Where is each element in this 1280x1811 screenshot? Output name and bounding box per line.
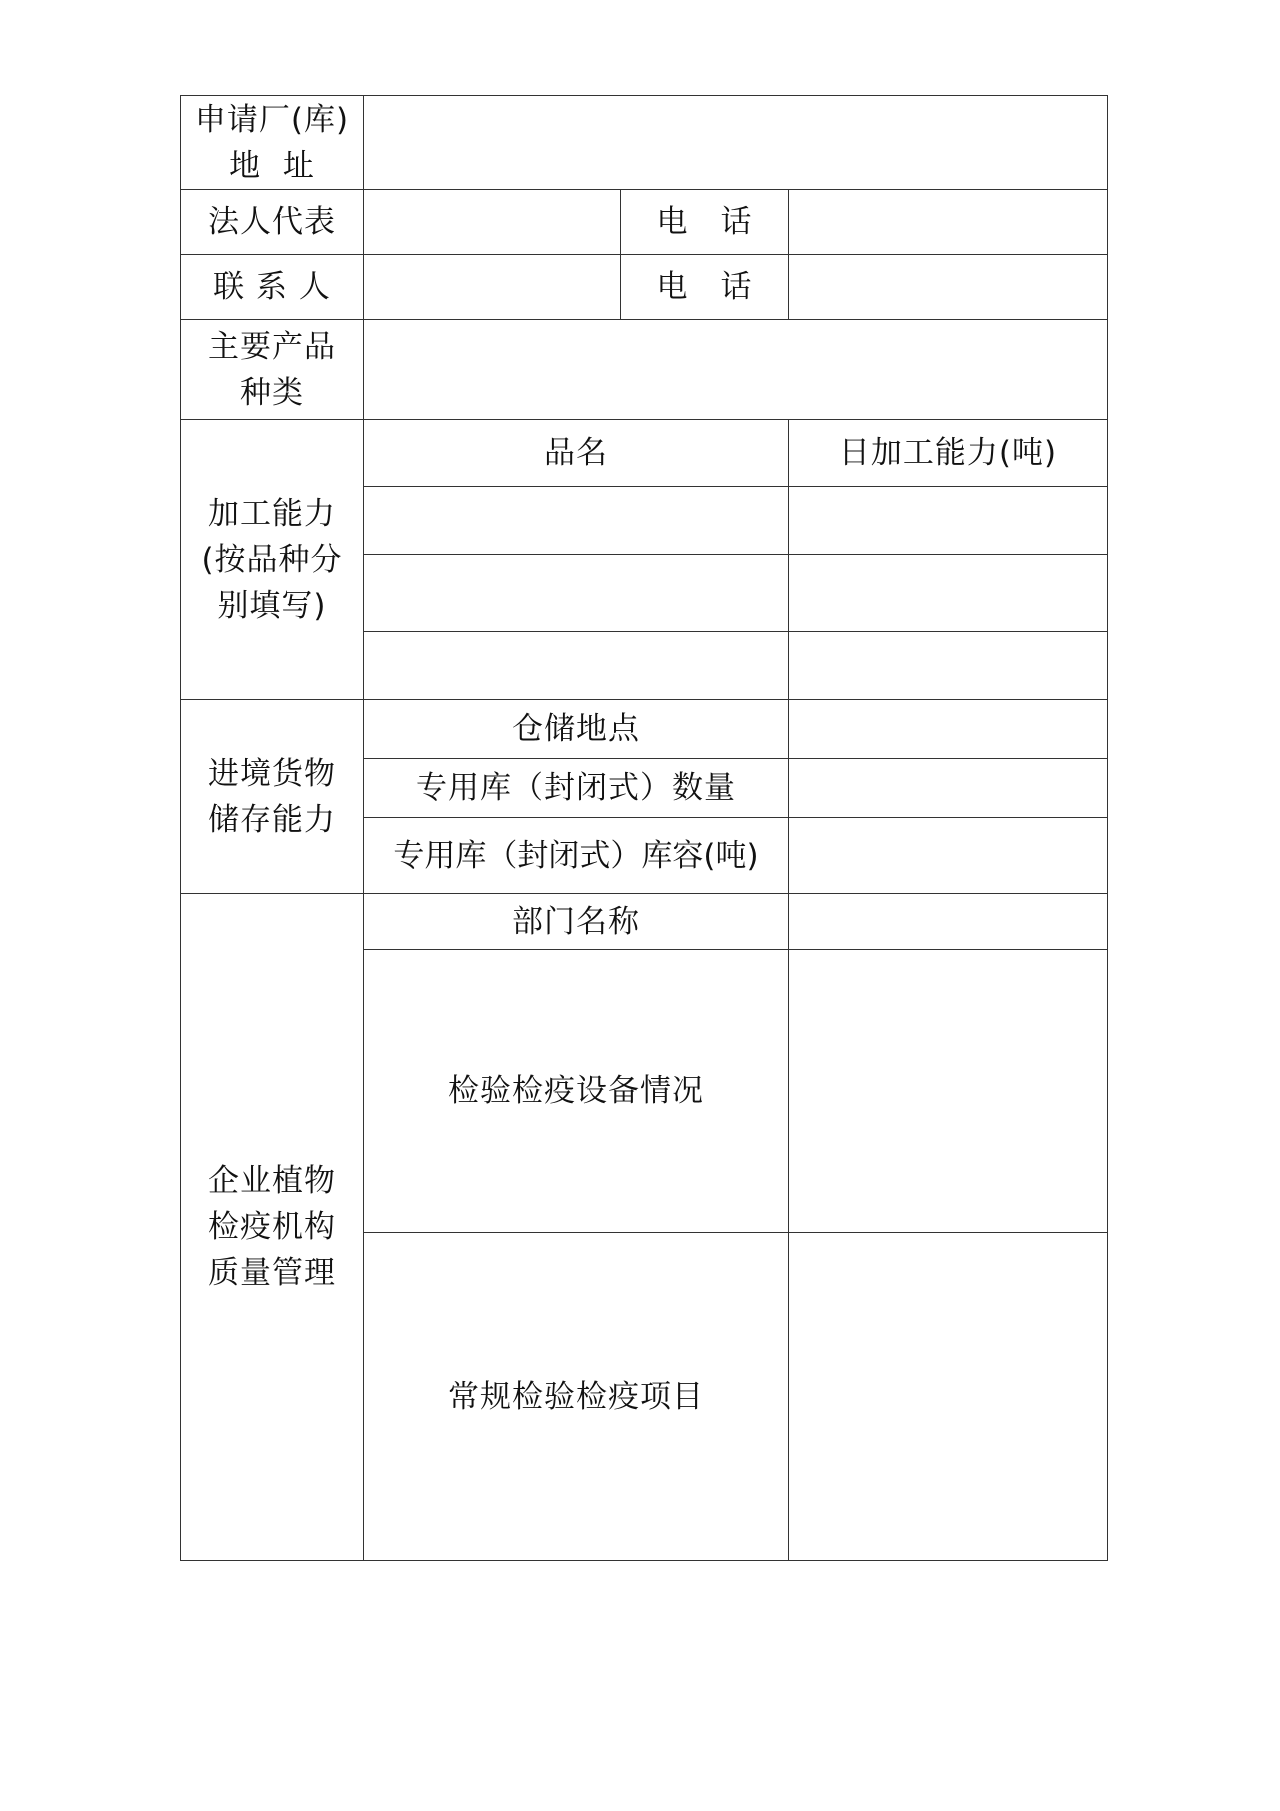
contact-row	[181, 255, 1108, 320]
address-label: 申请厂(库) 地 址	[181, 96, 364, 190]
dept-row	[181, 894, 1108, 950]
products-row	[181, 320, 1108, 420]
warehouse-capacity-field[interactable]	[789, 818, 1108, 894]
dept-name-field[interactable]	[789, 894, 1108, 950]
storage-location-field[interactable]	[789, 700, 1108, 759]
routine-items-label: 常规检验检疫项目	[364, 1233, 789, 1561]
dept-name-label: 部门名称	[364, 894, 789, 950]
application-form-table	[180, 95, 1108, 1561]
capacity-product-field[interactable]	[364, 632, 789, 700]
storage-location-row	[181, 700, 1108, 759]
legal-rep-phone-field[interactable]	[789, 190, 1108, 255]
capacity-header-row	[181, 420, 1108, 487]
storage-label: 进境货物 储存能力	[181, 700, 364, 894]
capacity-daily-field[interactable]	[789, 487, 1108, 555]
address-field[interactable]	[364, 96, 1108, 190]
address-row	[181, 96, 1108, 190]
daily-capacity-header: 日加工能力(吨)	[789, 420, 1108, 487]
equipment-label: 检验检疫设备情况	[364, 950, 789, 1233]
equipment-field[interactable]	[789, 950, 1108, 1233]
legal-rep-phone-label: 电 话	[621, 190, 789, 255]
contact-field[interactable]	[364, 255, 621, 320]
contact-phone-field[interactable]	[789, 255, 1108, 320]
warehouse-capacity-label: 专用库（封闭式）库容(吨)	[364, 818, 789, 894]
legal-rep-field[interactable]	[364, 190, 621, 255]
routine-items-field[interactable]	[789, 1233, 1108, 1561]
capacity-product-field[interactable]	[364, 487, 789, 555]
products-label: 主要产品 种类	[181, 320, 364, 420]
capacity-daily-field[interactable]	[789, 632, 1108, 700]
storage-location-label: 仓储地点	[364, 700, 789, 759]
capacity-label: 加工能力 (按品种分 别填写)	[181, 420, 364, 700]
contact-label: 联 系 人	[181, 255, 364, 320]
products-field[interactable]	[364, 320, 1108, 420]
legal-rep-label: 法人代表	[181, 190, 364, 255]
warehouse-count-field[interactable]	[789, 759, 1108, 818]
capacity-daily-field[interactable]	[789, 555, 1108, 632]
product-name-header: 品名	[364, 420, 789, 487]
capacity-product-field[interactable]	[364, 555, 789, 632]
quarantine-label: 企业植物 检疫机构 质量管理	[181, 894, 364, 1561]
warehouse-count-label: 专用库（封闭式）数量	[364, 759, 789, 818]
legal-rep-row	[181, 190, 1108, 255]
contact-phone-label: 电 话	[621, 255, 789, 320]
